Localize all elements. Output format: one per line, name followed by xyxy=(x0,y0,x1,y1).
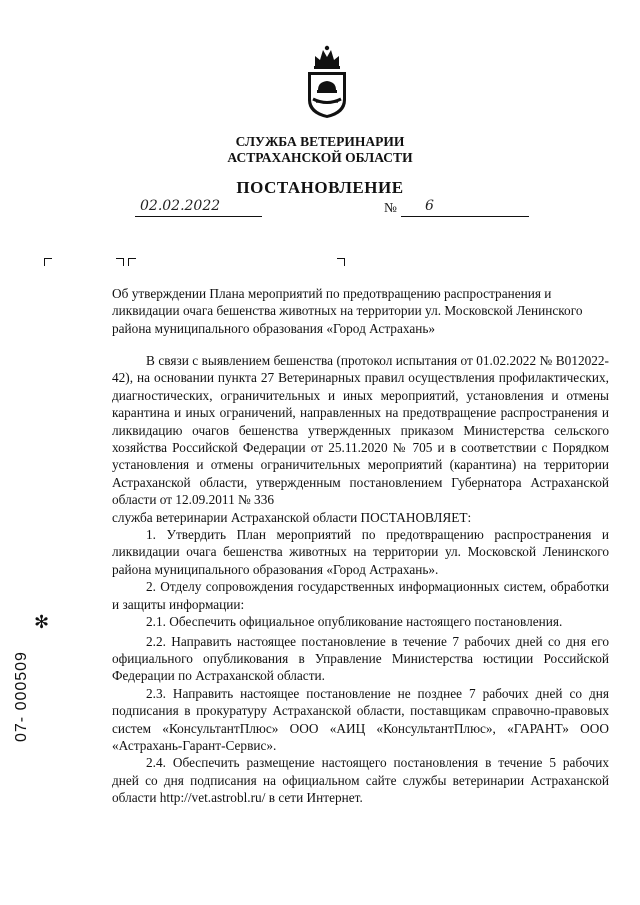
org-name-line2: АСТРАХАНСКОЙ ОБЛАСТИ xyxy=(227,150,413,165)
document-subject xyxy=(112,285,609,337)
item-2: 2. Отделу сопровождения государственных информационных систем, обработки и защиты информации: xyxy=(112,579,609,612)
document-body xyxy=(112,352,609,807)
item-1: 1. Утвердить План мероприятий по предотвращению распространения и ликвидации очага бешенства животных на территории ул. Московской Ленинского района муниципального образования «Город Астрахань». xyxy=(112,527,609,577)
resolution-line: служба ветеринарии Астраханской области ПОСТАНОВЛЯЕТ: xyxy=(112,509,472,525)
corner-mark-subject-inner xyxy=(128,258,136,266)
number-label: № xyxy=(384,200,397,215)
org-name-line1: СЛУЖБА ВЕТЕРИНАРИИ xyxy=(235,134,405,149)
document-type-title: ПОСТАНОВЛЕНИЕ xyxy=(236,178,404,197)
item-2-2: 2.2. Направить настоящее постановление в течение 7 рабочих дней со дня его официального опубликования в Управление Министерства юстиции Российской Федерации по Астраханской области. xyxy=(112,633,609,684)
margin-asterisk-mark: ✻ xyxy=(34,612,50,633)
item-2-1: 2.1. Обеспечить официальное опубликование настоящего постановления. xyxy=(146,614,563,630)
item-2-4: 2.4. Обеспечить размещение настоящего постановления в течение 5 рабочих дней со дня подписания на официальном сайте службы ветеринарии Астраханской области http://vet.astrobl.ru/ в сети Интернет. xyxy=(112,755,609,806)
corner-mark-subject-left xyxy=(116,258,124,266)
stamp-code-text: 07- 000509 xyxy=(13,651,30,742)
preamble-paragraph: В связи с выявлением бешенства (протокол испытания от 01.02.2022 № В012022-42), на основании пункта 27 Ветеринарных правил осуществления профилактических, диагностических, ограничительных и иных мероприятий, установления и отмены карантина и иных ограничений, направленных на предотвращение распространения и ликвидацию очагов бешенства утвержденных приказом Министерства сельского хозяйства Российской Федерации от 25.11.2020 № 705 и в соответствии с Порядком установления и отмены ограничительных мероприятий (карантина) на территории Астраханской области, утвержденным постановлением Губернатора Астраханской области от 12.09.2011 № 336 xyxy=(112,353,609,508)
subject-text: Об утверждении Плана мероприятий по предотвращению распространения и ликвидации очага бешенства животных на территории ул. Московской Ленинского района муниципального образования «Город Астрахань» xyxy=(112,286,583,336)
number-underline xyxy=(401,216,529,217)
handwritten-number: 6 xyxy=(425,198,434,214)
corner-mark-subject-right xyxy=(337,258,345,266)
date-underline xyxy=(135,216,262,217)
handwritten-date: 02.02.2022 xyxy=(140,198,221,214)
corner-mark-left xyxy=(44,258,52,266)
coat-of-arms-emblem xyxy=(302,44,352,120)
item-2-3: 2.3. Направить настоящее постановление не позднее 7 рабочих дней со дня подписания в прокуратуру Астраханской области, поставщикам справочно-правовых систем «КонсультантПлюс» ООО «АИЦ «КонсультантПлюс», «ГАРАНТ» ООО «Астрахань-Гарант-Сервис». xyxy=(112,685,609,753)
margin-stamp-code xyxy=(10,651,30,746)
